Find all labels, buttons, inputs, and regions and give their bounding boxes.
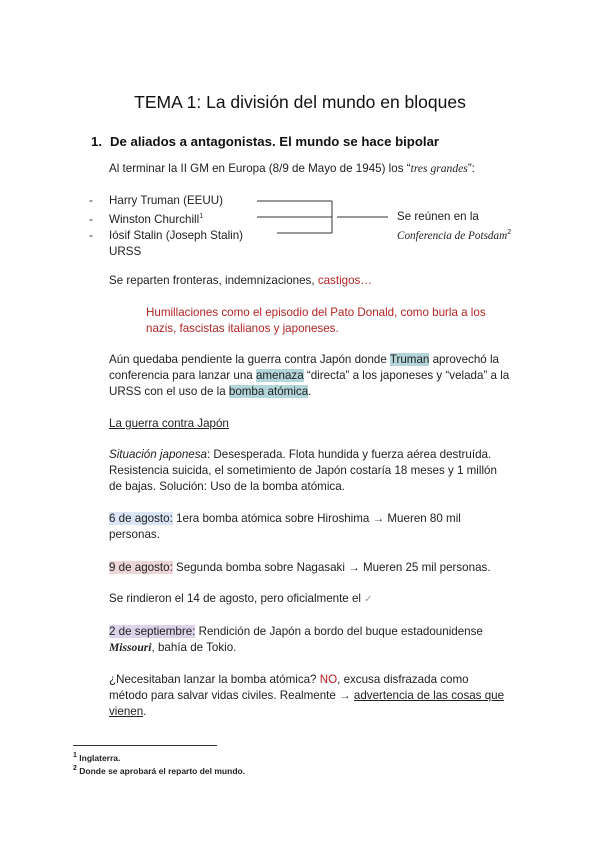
intro-text: Al terminar la II GM en Europa (8/9 de Mayo de 1945) los “ (109, 162, 411, 175)
footnote-text: Donde se aprobará el reparto del mundo. (79, 765, 246, 776)
advertencia-text-cont: vienen (109, 705, 144, 718)
text-line: 2 de septiembre: Rendición de Japón a bordo del buque estadounidense (109, 625, 483, 638)
meet-text: Se reúnen en la (397, 210, 479, 223)
intro-paragraph (109, 161, 475, 177)
footnote-2 (73, 765, 245, 776)
date-highlight: 2 de septiembre: (109, 625, 196, 638)
list-item (89, 228, 243, 244)
text-line: vienen. (109, 705, 147, 718)
text-line: Resistencia suicida, el sometimiento de Japón costaría 18 meses y 1 millón (109, 464, 497, 477)
section-number: 1. (91, 134, 102, 149)
section-heading (91, 134, 439, 149)
meeting-note (397, 209, 511, 244)
intro-end: ”: (467, 162, 475, 175)
bullet-dash: - (89, 212, 93, 226)
castigos-text: castigos… (317, 274, 372, 287)
humillaciones-paragraph (146, 305, 528, 337)
text-line: personas. (109, 528, 160, 541)
footnote-ref: 1 (199, 213, 204, 220)
urss-label: URSS (109, 244, 142, 258)
text-line: conferencia para lanzar una amenaza “directa” a los japoneses y “velada” a la (109, 369, 510, 382)
list-item (89, 244, 243, 260)
footnote-text: Inglaterra. (79, 752, 121, 763)
humillaciones-line-1: Humillaciones como el episodio del Pato Donald, como burla a los (146, 306, 486, 319)
date-highlight: 9 de agosto: (109, 561, 173, 574)
text-line: Missouri, bahía de Tokio. (109, 641, 237, 654)
aug9-paragraph: 9 de agosto: Segunda bomba sobre Nagasaki → Mueren 25 mil personas. (109, 561, 491, 574)
humillaciones-line-2: nazis, fascistas italianos y japoneses. (146, 322, 339, 335)
leader-name: Harry Truman (EEUU) (109, 194, 224, 207)
list-item (89, 193, 243, 209)
rindieron-line: Se rindieron el 14 de agosto, pero oficialmente el ✓ (109, 591, 373, 608)
truman-paragraph (109, 352, 528, 400)
aug6-paragraph (109, 511, 528, 543)
text-line: ¿Necesitaban lanzar la bomba atómica? NO, excusa disfrazada como (109, 673, 469, 686)
no-answer: NO (319, 673, 338, 686)
pencil-mark-icon: ✓ (364, 594, 373, 605)
tres-grandes: tres grandes (410, 162, 468, 175)
text-line: Aún quedaba pendiente la guerra contra Japón donde Truman aprovechó la (109, 353, 499, 366)
bomba-highlight: bomba atómica (228, 385, 309, 398)
leader-name: Winston Churchill (109, 212, 200, 226)
text-line: método para salvar vidas civiles. Realmente → advertencia de las cosas que (109, 689, 505, 702)
text-line: URSS con el uso de la bomba atómica. (109, 385, 312, 398)
truman-highlight: Truman (389, 353, 430, 366)
date-highlight: 6 de agosto: (109, 512, 173, 525)
page-title: TEMA 1: La división del mundo en bloques (134, 92, 466, 112)
bullet-dash: - (89, 228, 93, 242)
leader-name: Iósif Stalin (Joseph Stalin) (109, 228, 244, 242)
conference-name: Conferencia de Potsdam (397, 229, 508, 242)
leaders-list (89, 193, 243, 260)
bracket-connector (255, 195, 390, 240)
text-line: de bajas. Solución: Uso de la bomba atómica. (109, 480, 345, 493)
reparten-line (109, 273, 372, 289)
missouri-name: Missouri (109, 641, 152, 654)
footnote-1 (73, 752, 120, 763)
advertencia-text: advertencia de las cosas que (353, 689, 505, 702)
footnote-number: 1 (73, 752, 77, 759)
subheading-guerra-japon: La guerra contra Japón (109, 417, 229, 430)
bullet-dash: - (89, 194, 93, 207)
sep2-paragraph (109, 624, 528, 656)
footnote-ref: 2 (507, 229, 512, 236)
situacion-label: Situación japonesa (109, 448, 207, 461)
list-item (89, 209, 243, 228)
amenaza-highlight: amenaza (255, 369, 304, 382)
text-line: Situación japonesa: Desesperada. Flota hundida y fuerza aérea destruída. (109, 448, 492, 461)
situacion-paragraph (109, 447, 528, 495)
footnote-number: 2 (73, 765, 77, 772)
text-line: 6 de agosto: 1era bomba atómica sobre Hiroshima → Mueren 80 mil (109, 512, 461, 525)
footnote-divider (73, 745, 217, 746)
section-title: De aliados a antagonistas. El mundo se hace bipolar (110, 134, 440, 149)
question-paragraph (109, 672, 528, 720)
reparten-text: Se reparten fronteras, indemnizaciones, (109, 274, 318, 287)
